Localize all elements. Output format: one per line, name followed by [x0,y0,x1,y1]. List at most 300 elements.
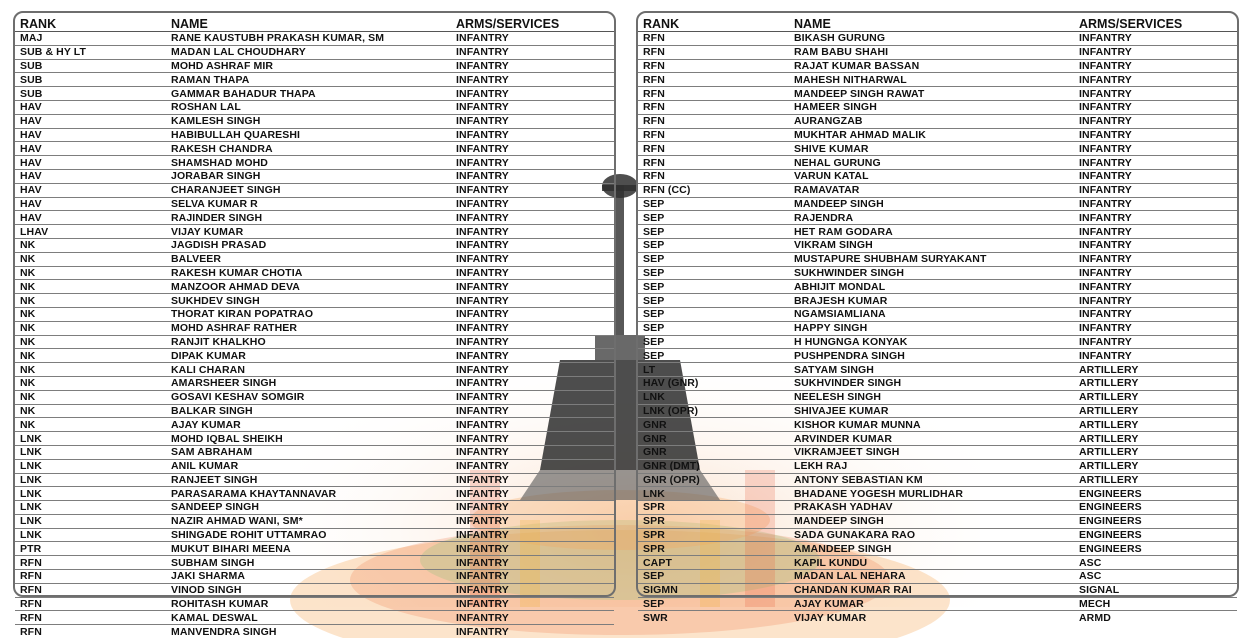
rank-cell: SEP [638,597,789,611]
name-cell: NEELESH SINGH [789,390,1074,404]
arms-cell: INFANTRY [451,307,614,321]
rank-cell: RFN [638,32,789,46]
right-roll-table [638,13,1237,624]
rank-cell: SEP [638,280,789,294]
table-row [638,459,1237,473]
rank-cell: GNR (OPR) [638,473,789,487]
table-row [638,528,1237,542]
rank-cell: LNK [15,514,166,528]
rank-cell: NK [15,376,166,390]
table-row [15,211,614,225]
rank-cell: HAV [15,114,166,128]
right-roll-table-panel [636,11,1239,597]
arms-cell: INFANTRY [1074,87,1237,101]
arms-cell: INFANTRY [1074,114,1237,128]
name-cell: MOHD IQBAL SHEIKH [166,432,451,446]
name-cell: MANZOOR AHMAD DEVA [166,280,451,294]
arms-cell: INFANTRY [451,238,614,252]
arms-cell: INFANTRY [1074,349,1237,363]
arms-cell: INFANTRY [1074,280,1237,294]
rank-cell: GNR (DMT) [638,459,789,473]
rank-cell: LNK [15,432,166,446]
arms-cell: INFANTRY [451,376,614,390]
rank-cell: SEP [638,238,789,252]
name-cell: LEKH RAJ [789,459,1074,473]
rank-cell: RFN [638,128,789,142]
name-cell: SAM ABRAHAM [166,445,451,459]
arms-cell: INFANTRY [451,445,614,459]
name-cell: MANDEEP SINGH [789,197,1074,211]
arms-cell: ASC [1074,570,1237,584]
rank-cell: LNK [638,487,789,501]
arms-cell: INFANTRY [451,169,614,183]
left-roll-table [15,13,614,638]
arms-cell: INFANTRY [451,335,614,349]
rank-cell: RFN [638,156,789,170]
table-row [638,45,1237,59]
name-cell: CHANDAN KUMAR RAI [789,583,1074,597]
name-cell: VIKRAM SINGH [789,238,1074,252]
arms-cell: INFANTRY [451,473,614,487]
table-row [638,142,1237,156]
table-row [638,169,1237,183]
rank-cell: SIGMN [638,583,789,597]
table-row [15,197,614,211]
table-row [15,100,614,114]
rank-cell: SEP [638,307,789,321]
arms-cell: INFANTRY [451,280,614,294]
rank-cell: RFN [638,59,789,73]
rank-cell: SPR [638,542,789,556]
name-cell: AMANDEEP SINGH [789,542,1074,556]
arms-cell: INFANTRY [451,611,614,625]
arms-cell: INFANTRY [451,570,614,584]
rank-cell: RFN (CC) [638,183,789,197]
rank-cell: SEP [638,211,789,225]
table-row [15,597,614,611]
arms-cell: INFANTRY [1074,128,1237,142]
rank-cell: NK [15,363,166,377]
arms-cell: INFANTRY [451,528,614,542]
table-row [638,390,1237,404]
arms-cell: ARTILLERY [1074,459,1237,473]
table-row [15,32,614,46]
arms-cell: INFANTRY [1074,321,1237,335]
name-cell: RAM BABU SHAHI [789,45,1074,59]
arms-cell: INFANTRY [451,156,614,170]
name-cell: RAKESH KUMAR CHOTIA [166,266,451,280]
arms-cell: INFANTRY [1074,225,1237,239]
rank-cell: PTR [15,542,166,556]
name-cell: AURANGZAB [789,114,1074,128]
table-row [15,542,614,556]
arms-cell: ENGINEERS [1074,514,1237,528]
arms-cell: SIGNAL [1074,583,1237,597]
arms-cell: INFANTRY [451,294,614,308]
arms-cell: INFANTRY [451,542,614,556]
rank-cell: RFN [15,611,166,625]
arms-cell: ARTILLERY [1074,432,1237,446]
table-row [638,445,1237,459]
name-cell: MANDEEP SINGH RAWAT [789,87,1074,101]
table-row [638,363,1237,377]
rank-cell: CAPT [638,556,789,570]
table-row [15,404,614,418]
arms-cell: INFANTRY [1074,100,1237,114]
rank-cell: HAV (GNR) [638,376,789,390]
rank-cell: SPR [638,501,789,515]
rank-cell: HAV [15,142,166,156]
name-cell: SELVA KUMAR R [166,197,451,211]
arms-column-header: ARMS/SERVICES [1074,13,1237,32]
arms-cell: MECH [1074,597,1237,611]
arms-cell: ARTILLERY [1074,445,1237,459]
rank-cell: SUB [15,87,166,101]
name-cell: BRAJESH KUMAR [789,294,1074,308]
name-cell: RAMAN THAPA [166,73,451,87]
table-row [15,335,614,349]
rank-cell: RFN [638,45,789,59]
rank-cell: HAV [15,197,166,211]
rank-cell: SEP [638,225,789,239]
table-row [15,459,614,473]
table-row [638,597,1237,611]
rank-cell: NK [15,252,166,266]
table-row [15,487,614,501]
rank-cell: NK [15,335,166,349]
rank-cell: RFN [638,87,789,101]
rank-cell: NK [15,280,166,294]
name-cell: HET RAM GODARA [789,225,1074,239]
name-cell: RAJENDRA [789,211,1074,225]
rank-cell: NK [15,349,166,363]
table-row [638,100,1237,114]
arms-cell: INFANTRY [451,114,614,128]
rank-cell: HAV [15,211,166,225]
name-cell: SATYAM SINGH [789,363,1074,377]
name-cell: KAMAL DESWAL [166,611,451,625]
table-row [15,114,614,128]
table-row [15,45,614,59]
name-cell: MAHESH NITHARWAL [789,73,1074,87]
rank-cell: RFN [15,570,166,584]
rank-cell: SEP [638,266,789,280]
arms-cell: INFANTRY [1074,211,1237,225]
rank-cell: GNR [638,432,789,446]
table-row [15,59,614,73]
name-cell: KAMLESH SINGH [166,114,451,128]
arms-cell: INFANTRY [451,321,614,335]
arms-cell: INFANTRY [1074,294,1237,308]
arms-cell: INFANTRY [451,32,614,46]
name-cell: NAZIR AHMAD WANI, SM* [166,514,451,528]
name-cell: PRAKASH YADHAV [789,501,1074,515]
name-cell: BALVEER [166,252,451,266]
arms-cell: INFANTRY [451,404,614,418]
rank-column-header: RANK [638,13,789,32]
name-cell: H HUNGNGA KONYAK [789,335,1074,349]
rank-cell: RFN [15,583,166,597]
rank-cell: NK [15,404,166,418]
arms-cell: ENGINEERS [1074,542,1237,556]
name-cell: SUKHWINDER SINGH [789,266,1074,280]
rank-cell: SEP [638,294,789,308]
arms-cell: INFANTRY [1074,169,1237,183]
arms-cell: INFANTRY [451,211,614,225]
arms-cell: INFANTRY [451,597,614,611]
table-row [15,363,614,377]
name-cell: BALKAR SINGH [166,404,451,418]
name-cell: MUKUT BIHARI MEENA [166,542,451,556]
name-cell: SHIVAJEE KUMAR [789,404,1074,418]
name-cell: ANTONY SEBASTIAN KM [789,473,1074,487]
arms-cell: INFANTRY [451,390,614,404]
table-row [15,501,614,515]
rank-cell: RFN [638,114,789,128]
table-row [15,445,614,459]
arms-cell: INFANTRY [451,87,614,101]
name-cell: AMARSHEER SINGH [166,376,451,390]
name-cell: PUSHPENDRA SINGH [789,349,1074,363]
name-cell: RANE KAUSTUBH PRAKASH KUMAR, SM [166,32,451,46]
arms-cell: INFANTRY [451,252,614,266]
arms-cell: ARTILLERY [1074,404,1237,418]
table-row [638,73,1237,87]
table-row [638,59,1237,73]
left-roll-table-panel [13,11,616,597]
arms-cell: INFANTRY [451,128,614,142]
name-column-header: NAME [789,13,1074,32]
rank-cell: SEP [638,570,789,584]
name-cell: KALI CHARAN [166,363,451,377]
table-row [638,487,1237,501]
name-cell: MADAN LAL CHOUDHARY [166,45,451,59]
arms-cell: INFANTRY [451,349,614,363]
table-row [15,183,614,197]
table-row [638,321,1237,335]
arms-cell: INFANTRY [451,583,614,597]
name-cell: MADAN LAL NEHARA [789,570,1074,584]
rank-cell: LT [638,363,789,377]
table-row [638,128,1237,142]
table-row [638,418,1237,432]
rank-cell: SEP [638,349,789,363]
name-cell: SHAMSHAD MOHD [166,156,451,170]
arms-cell: INFANTRY [451,556,614,570]
rank-cell: SPR [638,514,789,528]
arms-cell: ARTILLERY [1074,376,1237,390]
arms-cell: INFANTRY [451,487,614,501]
table-row [15,142,614,156]
arms-cell: ENGINEERS [1074,487,1237,501]
rank-cell: LNK [638,390,789,404]
rank-cell: NK [15,294,166,308]
name-cell: JAKI SHARMA [166,570,451,584]
name-cell: ABHIJIT MONDAL [789,280,1074,294]
table-row [15,128,614,142]
name-cell: AJAY KUMAR [166,418,451,432]
name-cell: BIKASH GURUNG [789,32,1074,46]
arms-cell: ENGINEERS [1074,501,1237,515]
table-row [15,266,614,280]
table-row [15,514,614,528]
rank-cell: SUB & HY LT [15,45,166,59]
name-cell: JORABAR SINGH [166,169,451,183]
arms-cell: INFANTRY [1074,45,1237,59]
table-header-row [638,13,1237,32]
arms-cell: INFANTRY [451,625,614,638]
rank-cell: LNK [15,528,166,542]
arms-cell: ARTILLERY [1074,473,1237,487]
rank-cell: GNR [638,418,789,432]
arms-column-header: ARMS/SERVICES [451,13,614,32]
name-cell: VIJAY KUMAR [789,611,1074,624]
table-row [15,225,614,239]
name-cell: ROSHAN LAL [166,100,451,114]
arms-cell: INFANTRY [1074,335,1237,349]
name-cell: MUKHTAR AHMAD MALIK [789,128,1074,142]
table-row [638,280,1237,294]
arms-cell: INFANTRY [1074,307,1237,321]
table-row [638,238,1237,252]
name-cell: MANVENDRA SINGH [166,625,451,638]
name-cell: DIPAK KUMAR [166,349,451,363]
name-cell: HAPPY SINGH [789,321,1074,335]
table-row [638,32,1237,46]
table-row [638,225,1237,239]
name-cell: SUBHAM SINGH [166,556,451,570]
arms-cell: INFANTRY [451,45,614,59]
table-row [638,583,1237,597]
table-row [15,238,614,252]
arms-cell: INFANTRY [451,100,614,114]
table-header-row [15,13,614,32]
table-row [638,294,1237,308]
name-cell: HAMEER SINGH [789,100,1074,114]
table-row [15,156,614,170]
table-row [15,611,614,625]
table-row [638,197,1237,211]
rank-cell: HAV [15,128,166,142]
rank-cell: RFN [638,169,789,183]
table-row [638,349,1237,363]
table-row [15,294,614,308]
rank-cell: NK [15,321,166,335]
table-row [15,583,614,597]
table-row [638,335,1237,349]
arms-cell: INFANTRY [1074,156,1237,170]
rank-cell: LNK [15,487,166,501]
name-cell: ROHITASH KUMAR [166,597,451,611]
rank-cell: NK [15,418,166,432]
table-row [638,307,1237,321]
rank-cell: LNK [15,445,166,459]
rank-column-header: RANK [15,13,166,32]
arms-cell: INFANTRY [1074,59,1237,73]
table-row [15,432,614,446]
table-row [15,418,614,432]
name-cell: RAMAVATAR [789,183,1074,197]
rank-cell: LNK [15,501,166,515]
rank-cell: SEP [638,197,789,211]
name-cell: CHARANJEET SINGH [166,183,451,197]
rank-cell: RFN [15,597,166,611]
left-table-body [15,32,614,638]
name-cell: PARASARAMA KHAYTANNAVAR [166,487,451,501]
table-row [15,349,614,363]
arms-cell: INFANTRY [451,59,614,73]
table-row [638,252,1237,266]
table-row [638,183,1237,197]
table-row [638,266,1237,280]
arms-cell: INFANTRY [451,432,614,446]
arms-cell: ASC [1074,556,1237,570]
arms-cell: ARTILLERY [1074,390,1237,404]
name-cell: SHINGADE ROHIT UTTAMRAO [166,528,451,542]
name-cell: MOHD ASHRAF RATHER [166,321,451,335]
table-row [15,280,614,294]
arms-cell: INFANTRY [451,266,614,280]
arms-cell: INFANTRY [1074,252,1237,266]
rank-cell: NK [15,238,166,252]
name-cell: SANDEEP SINGH [166,501,451,515]
rank-cell: MAJ [15,32,166,46]
rank-cell: HAV [15,183,166,197]
rank-cell: SWR [638,611,789,624]
table-row [15,169,614,183]
rank-cell: LNK [15,473,166,487]
arms-cell: ARTILLERY [1074,363,1237,377]
table-row [15,307,614,321]
rank-cell: SEP [638,321,789,335]
table-row [638,514,1237,528]
arms-cell: INFANTRY [451,142,614,156]
table-row [638,473,1237,487]
table-row [15,625,614,638]
table-row [15,376,614,390]
rank-cell: SEP [638,252,789,266]
table-row [15,390,614,404]
arms-cell: INFANTRY [1074,266,1237,280]
name-cell: KAPIL KUNDU [789,556,1074,570]
arms-cell: ENGINEERS [1074,528,1237,542]
name-cell: THORAT KIRAN POPATRAO [166,307,451,321]
name-cell: RANJEET SINGH [166,473,451,487]
table-row [15,473,614,487]
name-cell: NGAMSIAMLIANA [789,307,1074,321]
name-cell: KISHOR KUMAR MUNNA [789,418,1074,432]
rank-cell: RFN [15,625,166,638]
name-cell: VIKRAMJEET SINGH [789,445,1074,459]
name-cell: RAJAT KUMAR BASSAN [789,59,1074,73]
name-cell: VINOD SINGH [166,583,451,597]
name-cell: RANJIT KHALKHO [166,335,451,349]
name-cell: SUKHDEV SINGH [166,294,451,308]
name-cell: RAJINDER SINGH [166,211,451,225]
name-cell: GOSAVI KESHAV SOMGIR [166,390,451,404]
table-row [638,611,1237,624]
table-row [15,321,614,335]
rank-cell: HAV [15,156,166,170]
table-row [638,211,1237,225]
arms-cell: INFANTRY [451,183,614,197]
table-row [638,570,1237,584]
table-row [15,528,614,542]
name-cell: RAKESH CHANDRA [166,142,451,156]
rank-cell: SPR [638,528,789,542]
rank-cell: SEP [638,335,789,349]
arms-cell: INFANTRY [451,501,614,515]
